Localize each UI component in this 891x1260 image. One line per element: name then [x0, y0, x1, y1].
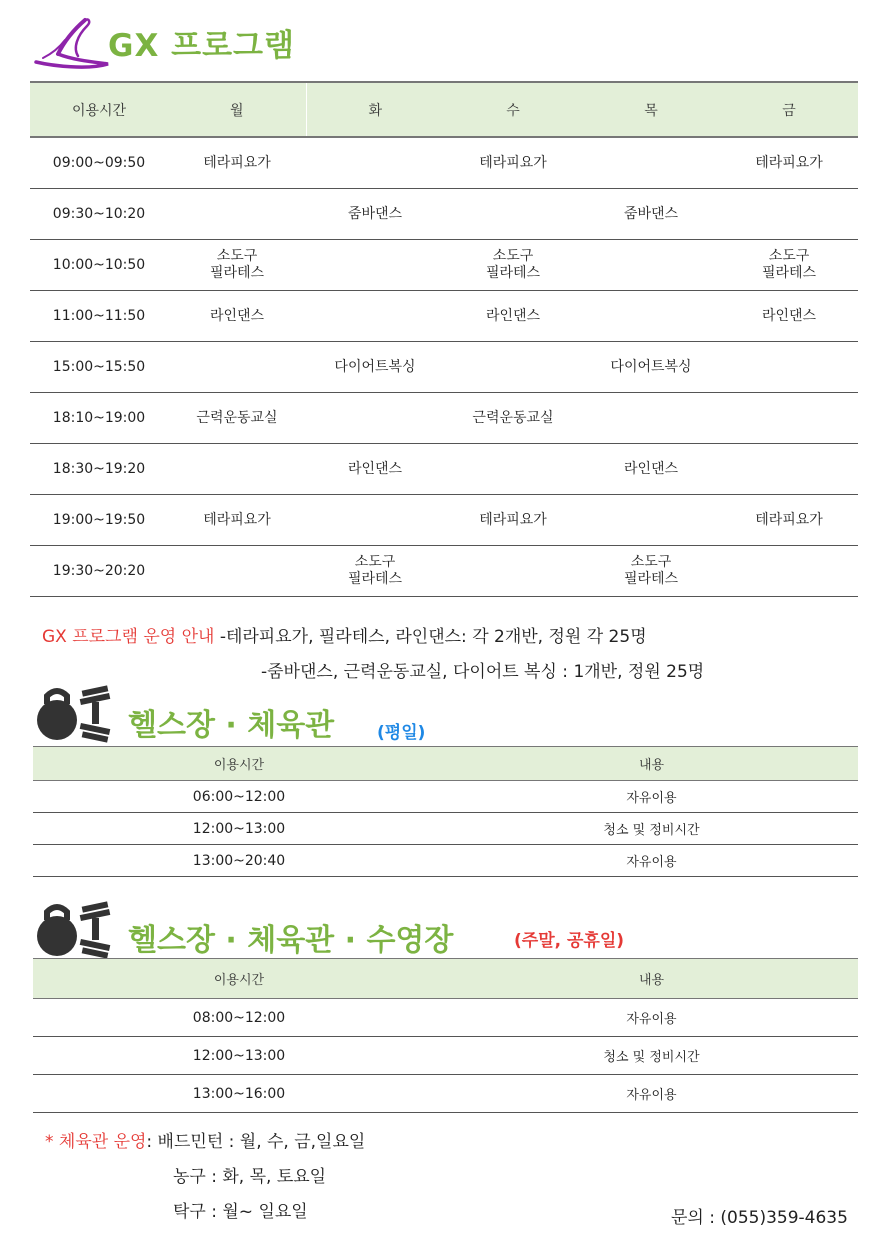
gx-class-cell: 다이어트복싱 — [306, 342, 444, 393]
schedule-row — [33, 1037, 858, 1075]
gx-class-cell: 줌바댄스 — [582, 189, 720, 240]
gx-class-cell: 라인댄스 — [720, 291, 858, 342]
gx-class-cell — [306, 291, 444, 342]
content-cell: 자유이용 — [445, 781, 858, 813]
schedule-row — [33, 1075, 858, 1113]
gx-header-mon: 월 — [168, 82, 306, 137]
gx-note-text1: -테라피요가, 필라테스, 라인댄스: 각 2개반, 정원 각 25명 — [214, 627, 647, 647]
time-cell: 13:00~20:40 — [33, 845, 445, 877]
gx-title: GX 프로그램 — [108, 28, 295, 64]
gx-class-cell: 소도구 필라테스 — [168, 240, 306, 291]
gx-row — [30, 546, 858, 597]
gx-header-fri: 금 — [720, 82, 858, 137]
gx-note-line2: -줌바댄스, 근력운동교실, 다이어트 복싱 : 1개반, 정원 25명 — [261, 662, 705, 682]
gx-row — [30, 240, 858, 291]
gx-schedule-table — [30, 81, 858, 597]
gym-weekend-header-row — [33, 959, 858, 999]
gx-time-cell: 18:30~19:20 — [30, 444, 168, 495]
kettlebell-icon — [33, 902, 81, 958]
gx-time-cell: 15:00~15:50 — [30, 342, 168, 393]
dumbbell-icon — [78, 684, 114, 746]
gx-class-cell — [306, 137, 444, 189]
gym-weekday-title: 헬스장 · 체육관 — [128, 708, 335, 743]
schedule-row — [33, 999, 858, 1037]
gx-class-cell — [582, 495, 720, 546]
kettlebell-icon — [33, 686, 81, 742]
gym-weekday-header-content: 내용 — [445, 747, 858, 781]
gym-weekend-tag: (주말, 공휴일) — [514, 931, 625, 951]
gx-header-tue: 화 — [306, 82, 444, 137]
gx-class-cell — [582, 393, 720, 444]
gx-row — [30, 393, 858, 444]
gym-operation-line1 — [45, 1127, 365, 1152]
gx-row — [30, 342, 858, 393]
gx-class-cell: 테라피요가 — [168, 495, 306, 546]
time-cell: 12:00~13:00 — [33, 1037, 445, 1075]
dumbbell-icon — [78, 900, 114, 962]
gx-class-cell: 테라피요가 — [720, 137, 858, 189]
gx-class-cell: 라인댄스 — [444, 291, 582, 342]
time-cell: 08:00~12:00 — [33, 999, 445, 1037]
gx-class-cell — [720, 444, 858, 495]
gx-time-cell: 10:00~10:50 — [30, 240, 168, 291]
gx-class-cell: 줌바댄스 — [306, 189, 444, 240]
gx-row — [30, 291, 858, 342]
gx-time-cell: 09:30~10:20 — [30, 189, 168, 240]
gx-time-cell: 19:30~20:20 — [30, 546, 168, 597]
contact-phone: 문의 : (055)359-4635 — [671, 1208, 848, 1228]
gym-weekend-table — [33, 958, 858, 1113]
gx-time-cell: 18:10~19:00 — [30, 393, 168, 444]
gx-class-cell: 라인댄스 — [306, 444, 444, 495]
content-cell: 자유이용 — [445, 845, 858, 877]
gx-header-wed: 수 — [444, 82, 582, 137]
content-cell: 자유이용 — [445, 1075, 858, 1113]
gx-note-label: GX 프로그램 운영 안내 — [42, 627, 215, 647]
gx-class-cell: 라인댄스 — [168, 291, 306, 342]
gx-class-cell — [444, 342, 582, 393]
gx-class-cell — [444, 189, 582, 240]
gx-class-cell — [168, 546, 306, 597]
gx-class-cell — [720, 342, 858, 393]
gx-class-cell: 테라피요가 — [720, 495, 858, 546]
content-cell: 청소 및 정비시간 — [445, 1037, 858, 1075]
gx-class-cell — [720, 393, 858, 444]
gx-class-cell: 소도구 필라테스 — [306, 546, 444, 597]
gx-header-time: 이용시간 — [30, 82, 168, 137]
gym-weekday-tag: (평일) — [377, 723, 426, 743]
gx-class-cell — [582, 137, 720, 189]
gx-row — [30, 495, 858, 546]
gym-weekend-header-time: 이용시간 — [33, 959, 445, 999]
content-cell: 청소 및 정비시간 — [445, 813, 858, 845]
gym-weekend-header-content: 내용 — [445, 959, 858, 999]
gx-class-cell — [306, 495, 444, 546]
gx-header-thu: 목 — [582, 82, 720, 137]
gx-class-cell: 테라피요가 — [168, 137, 306, 189]
gx-class-cell: 소도구 필라테스 — [444, 240, 582, 291]
gx-class-cell: 라인댄스 — [582, 444, 720, 495]
gx-class-cell: 근력운동교실 — [444, 393, 582, 444]
gym-operation-line2: 농구 : 화, 목, 토요일 — [173, 1167, 327, 1187]
schedule-row — [33, 813, 858, 845]
gym-weekday-table — [33, 746, 858, 877]
gym-operation-text1: : 배드민턴 : 월, 수, 금,일요일 — [146, 1132, 366, 1152]
schedule-row — [33, 781, 858, 813]
gx-class-cell — [720, 189, 858, 240]
gx-row — [30, 189, 858, 240]
time-cell: 06:00~12:00 — [33, 781, 445, 813]
gx-time-cell: 11:00~11:50 — [30, 291, 168, 342]
gx-row — [30, 137, 858, 189]
gx-row — [30, 444, 858, 495]
gym-operation-label: * 체육관 운영 — [45, 1132, 147, 1152]
gx-class-cell — [306, 240, 444, 291]
gym-operation-line3: 탁구 : 월~ 일요일 — [173, 1202, 308, 1222]
gx-time-cell: 19:00~19:50 — [30, 495, 168, 546]
gx-class-cell: 테라피요가 — [444, 137, 582, 189]
gx-class-cell: 근력운동교실 — [168, 393, 306, 444]
gx-class-cell — [582, 240, 720, 291]
gx-class-cell — [168, 444, 306, 495]
time-cell: 12:00~13:00 — [33, 813, 445, 845]
gx-class-cell — [168, 189, 306, 240]
gx-class-cell: 테라피요가 — [444, 495, 582, 546]
gym-weekday-header-time: 이용시간 — [33, 747, 445, 781]
gx-class-cell — [444, 546, 582, 597]
gx-class-cell: 다이어트복싱 — [582, 342, 720, 393]
gx-class-cell: 소도구 필라테스 — [720, 240, 858, 291]
gym-weekday-header-row — [33, 747, 858, 781]
gx-header-row — [30, 82, 858, 137]
gx-time-cell: 09:00~09:50 — [30, 137, 168, 189]
gx-class-cell: 소도구 필라테스 — [582, 546, 720, 597]
yoga-ribbon-icon — [33, 14, 113, 70]
content-cell: 자유이용 — [445, 999, 858, 1037]
time-cell: 13:00~16:00 — [33, 1075, 445, 1113]
gx-class-cell — [444, 444, 582, 495]
gx-class-cell — [306, 393, 444, 444]
gx-class-cell — [720, 546, 858, 597]
gx-note-line1 — [42, 622, 647, 647]
gx-class-cell — [582, 291, 720, 342]
gym-weekend-title: 헬스장 · 체육관 · 수영장 — [128, 923, 454, 958]
gx-class-cell — [168, 342, 306, 393]
schedule-row — [33, 845, 858, 877]
